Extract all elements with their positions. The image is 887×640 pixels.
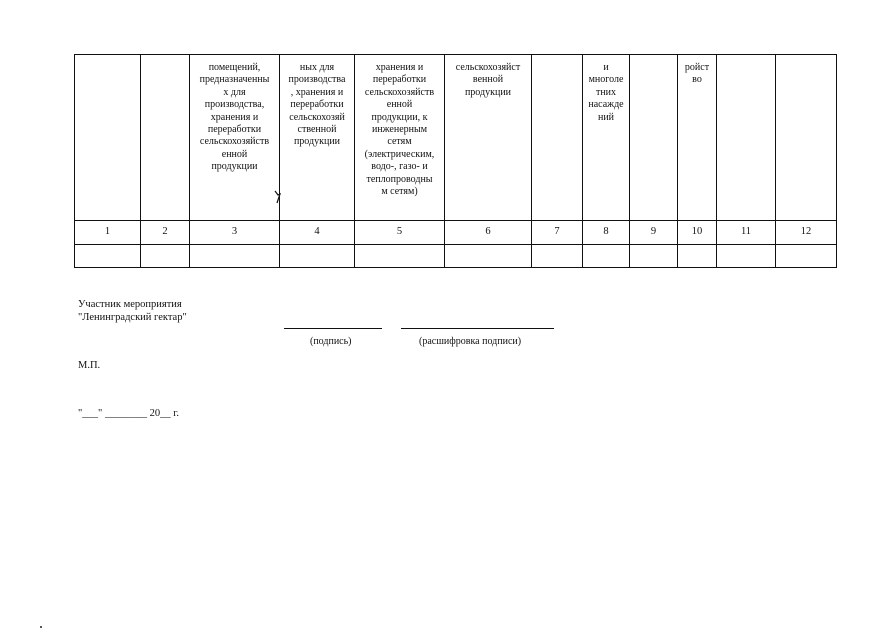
header-cell-8: и многоле тних насажде ний	[583, 55, 630, 221]
header-cell-2	[141, 55, 190, 221]
column-number: 3	[190, 221, 280, 245]
pen-mark	[274, 190, 282, 204]
empty-cell	[717, 245, 776, 268]
header-cell-9	[630, 55, 678, 221]
header-cell-4: ных для производства , хранения и переработки сельскохозяй ственной продукции	[280, 55, 355, 221]
column-number-row	[75, 221, 837, 245]
empty-cell	[190, 245, 280, 268]
scan-artifact-dot	[40, 626, 42, 628]
empty-cell	[75, 245, 141, 268]
empty-cell	[630, 245, 678, 268]
empty-cell	[141, 245, 190, 268]
stamp-label: М.П.	[78, 360, 101, 371]
participant-project-name: "Ленинградский гектар"	[78, 312, 187, 323]
form-table	[74, 54, 837, 268]
signature-block	[78, 298, 578, 438]
empty-cell	[776, 245, 837, 268]
empty-cell	[445, 245, 532, 268]
header-cell-3: помещений, предназначенны х для производства, хранения и переработки сельскохозяйств енной продукции	[190, 55, 280, 221]
empty-cell	[355, 245, 445, 268]
empty-cell	[583, 245, 630, 268]
signature-caption: (подпись)	[310, 336, 352, 347]
empty-cell	[532, 245, 583, 268]
header-cell-5: хранения и переработки сельскохозяйств енной продукции, к инженерным сетям (электрическим, водо-, газо- и теплопроводны м сетям)	[355, 55, 445, 221]
column-number: 4	[280, 221, 355, 245]
column-number: 2	[141, 221, 190, 245]
column-number: 5	[355, 221, 445, 245]
header-cell-12	[776, 55, 837, 221]
column-number: 12	[776, 221, 837, 245]
empty-cell	[678, 245, 717, 268]
signature-decode-caption: (расшифровка подписи)	[419, 336, 522, 347]
signature-decode-line	[401, 328, 554, 329]
column-number: 8	[583, 221, 630, 245]
date-line: "___" ________ 20__ г.	[78, 408, 179, 419]
column-number: 6	[445, 221, 532, 245]
header-cell-1	[75, 55, 141, 221]
column-number: 9	[630, 221, 678, 245]
header-cell-6: сельскохозяйст венной продукции	[445, 55, 532, 221]
empty-data-row	[75, 245, 837, 268]
table-header-row	[75, 55, 837, 221]
column-number: 11	[717, 221, 776, 245]
column-number: 10	[678, 221, 717, 245]
header-cell-11	[717, 55, 776, 221]
header-cell-10: ройст во	[678, 55, 717, 221]
empty-cell	[280, 245, 355, 268]
header-cell-7	[532, 55, 583, 221]
signature-line	[284, 328, 382, 329]
participant-label: Участник мероприятия	[78, 299, 182, 310]
column-number: 7	[532, 221, 583, 245]
column-number: 1	[75, 221, 141, 245]
